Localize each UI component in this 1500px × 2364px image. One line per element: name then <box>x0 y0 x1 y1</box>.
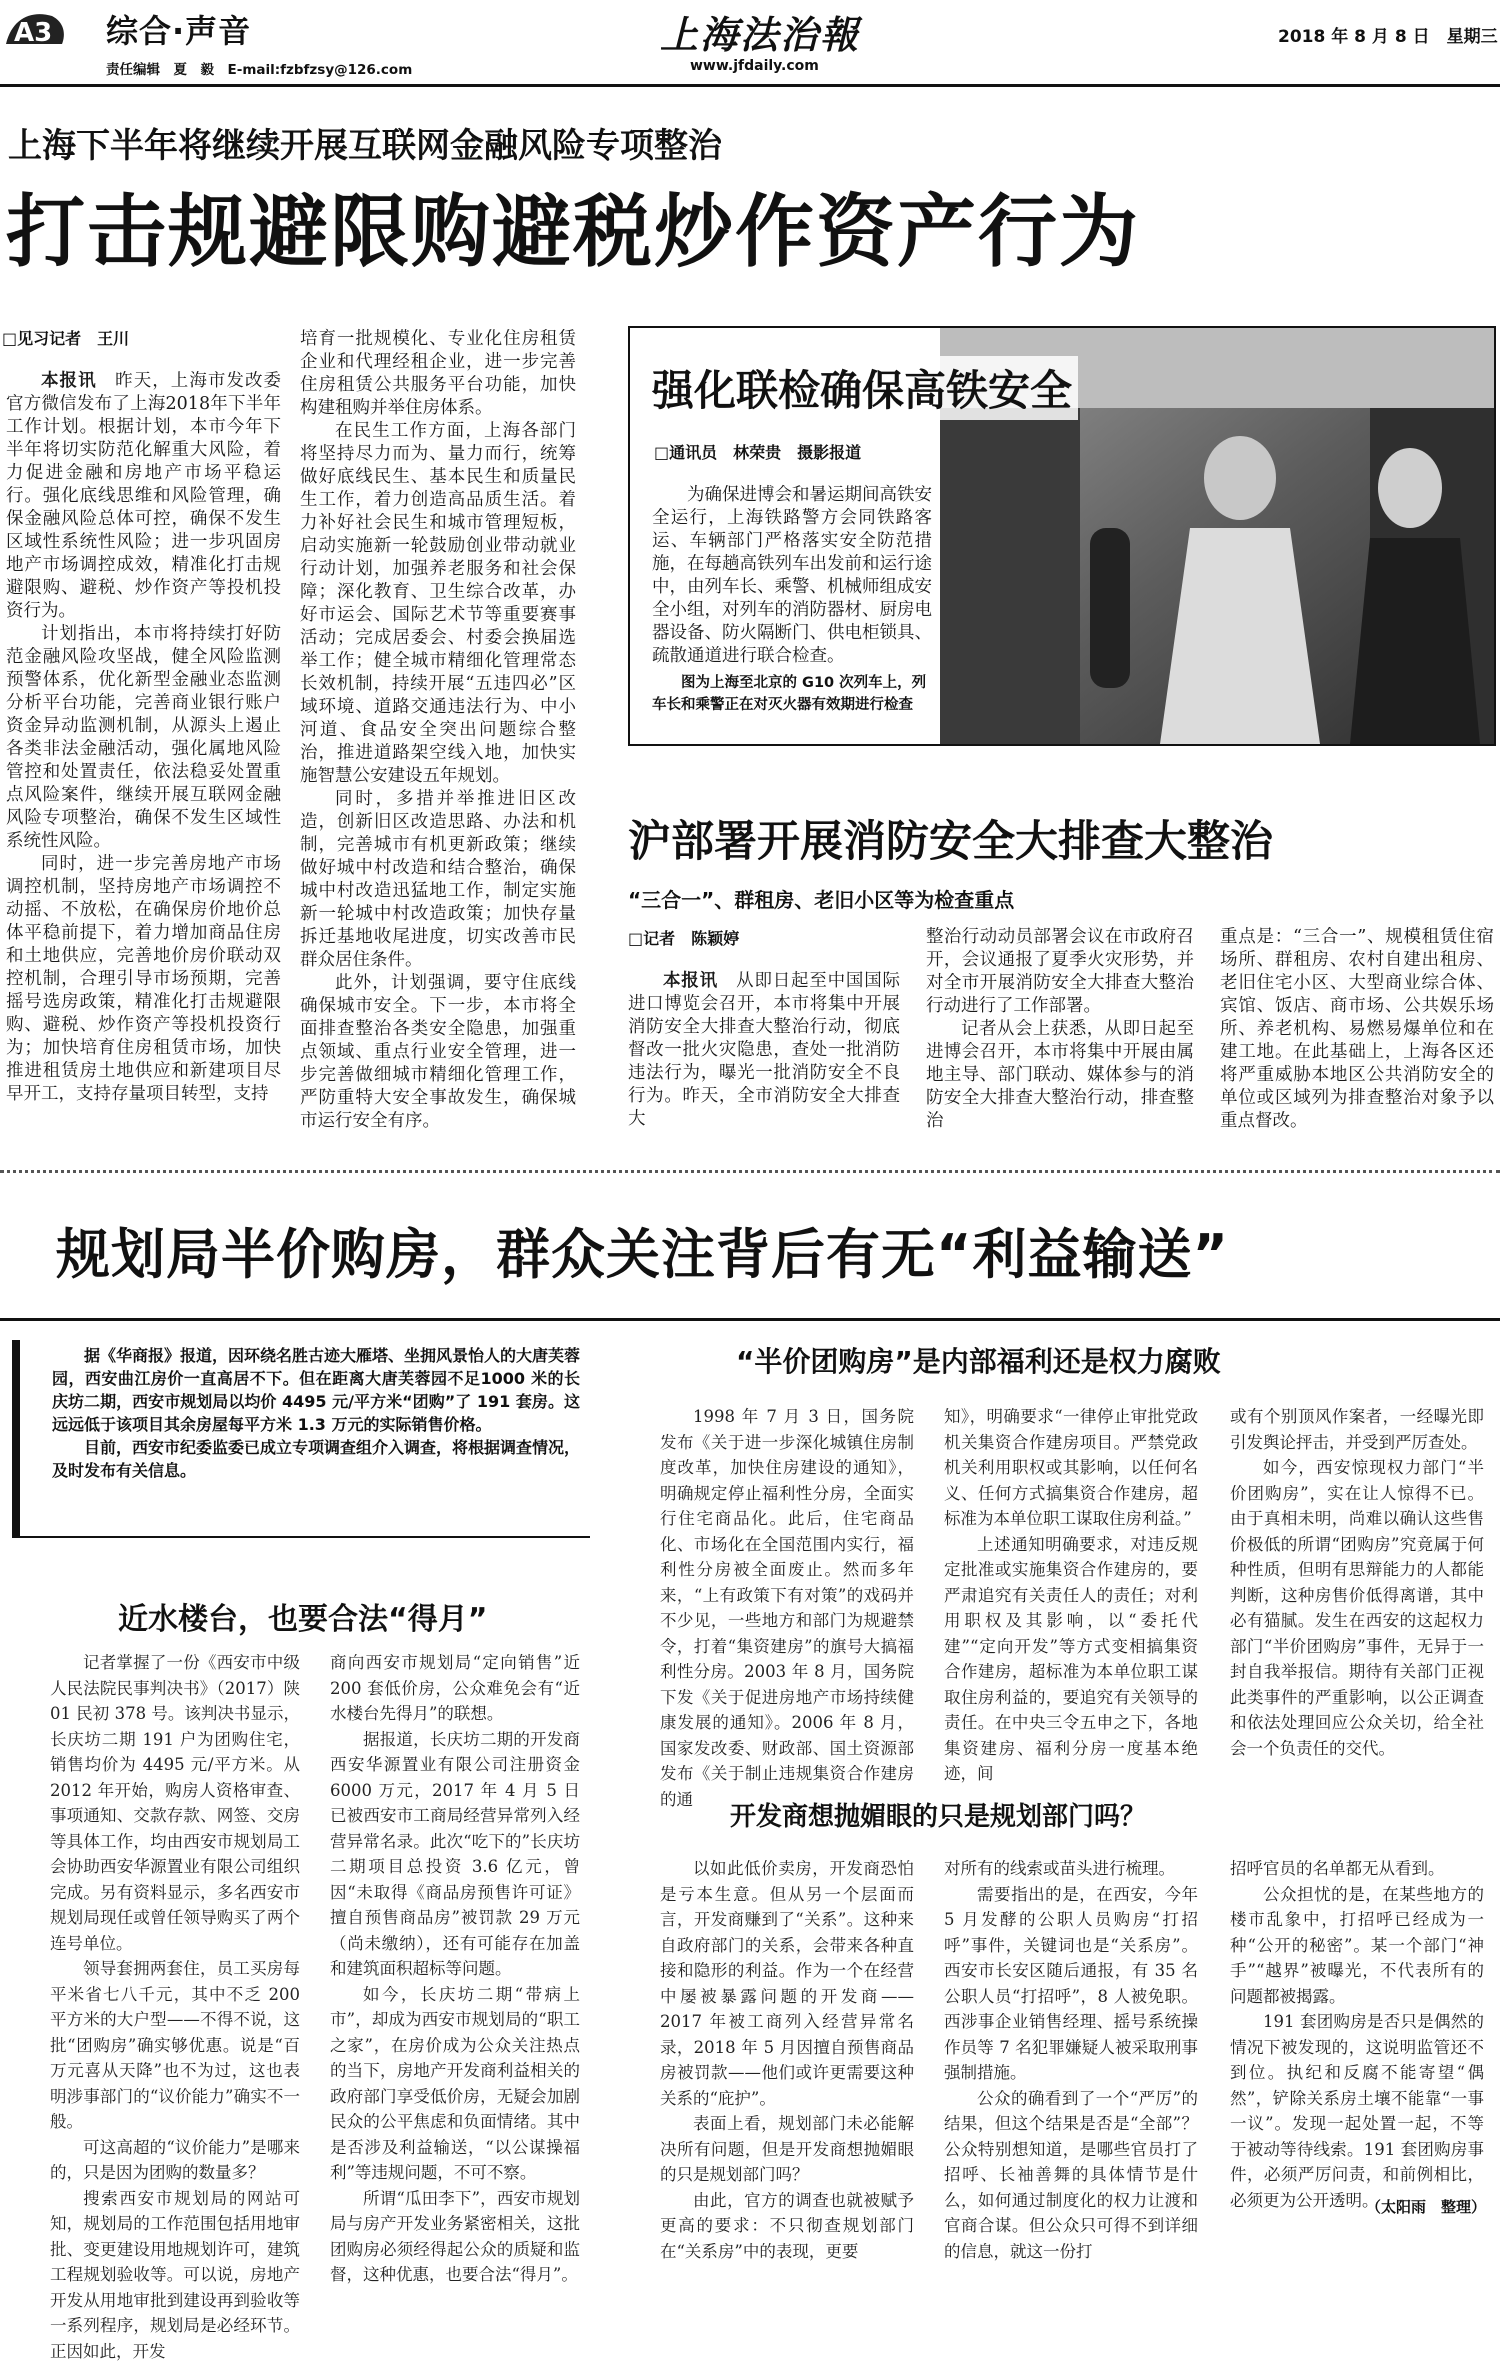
sub2-col-b <box>944 1404 1198 1787</box>
story3-col3-text: 重点是：“三合一”、规模租赁住宿场所、群租房、农村自建出租房、老旧住宅小区、大型商业综合体、宾馆、饭店、商市场、公共娱乐场所、养老机构、易燃易爆单位和在建工地。在此基础上，上海各区还将严重威胁本地区公共消防安全的单位或区域列为排查整治对象予以重点督改。 <box>1220 926 1494 1133</box>
sub3-col-a <box>660 1856 914 2264</box>
story1-col2 <box>300 328 576 1133</box>
story2-headline: 强化联检确保高铁安全 <box>646 356 1078 420</box>
story1-lead: 本报讯 <box>41 371 97 391</box>
story2-caption: 图为上海至北京的 G10 次列车上，列车长和乘警正在对灭火器有效期进行检查 <box>652 672 934 716</box>
sub3-headline: 开发商想抛媚眼的只是规划部门吗？ <box>730 1796 1146 1833</box>
story1-kicker: 上海下半年将继续开展互联网金融风险专项整治 <box>8 118 722 167</box>
story1-col2-p3: 同时，多措并举推进旧区改造，创新旧区改造思路、办法和机制，完善城市有机更新政策；继续做好城中村改造和结合整治，确保城中村改造迅猛地工作，制定实施新一轮城中村改造政策；加快存量拆迁基地收尾进度，切实改善市民群众居住条件。 <box>300 788 576 972</box>
story4-rule <box>0 1318 1500 1321</box>
sub1-headline: 近水楼台，也要合法“得月” <box>118 1594 487 1638</box>
story2-body <box>652 484 932 668</box>
sub1-colB-p4: 所谓“瓜田李下”，西安市规划局与房产开发业务紧密相关，这批团购房必须经得起公众的质疑和监督，这种优惠，也要合法“得月”。 <box>330 2186 580 2288</box>
sub1-colB-p1: 商向西安市规划局“定向销售”近 200 套低价房，公众难免会有“近水楼台先得月”的联想。 <box>330 1650 580 1727</box>
editor-line: 责任编辑 夏 毅 E-mail:fzbfzsy@126.com <box>106 58 412 78</box>
story4-headline: 规划局半价购房，群众关注背后有无“利益输送” <box>56 1212 1229 1289</box>
story1-col1-p1: 昨天，上海市发改委官方微信发布了上海2018年下半年工作计划。根据计划，本市今年下半年将切实防范化解重大风险，着力促进金融和房地产市场平稳运行。强化底线思维和风险管理，确保金融风险总体可控，确保不发生区域性系统性风险；进一步巩固房地产市场调控成效，精准化打击规避限购、避税、炒作资产等投机投资行为。 <box>6 371 281 621</box>
website: www.jfdaily.com <box>690 58 819 74</box>
story3-col3 <box>1220 926 1494 1133</box>
story1-byline: □见习记者 王川 <box>2 326 129 349</box>
sub2-col-a <box>660 1404 914 1812</box>
story3-col2 <box>926 926 1194 1133</box>
story1-col1-p2: 计划指出，本市将持续打好防范金融风险攻坚战，健全风险监测预警体系，优化新型金融业态监测分析平台功能，完善商业银行账户资金异动监测机制，从源头上遏止各类非法金融活动，强化属地风险管控和处置责任，依法稳妥处置重点风险案件，继续开展互联网金融风险专项整治，确保不发生区域性系统性风险。 <box>6 623 281 853</box>
section-divider <box>0 1170 1500 1173</box>
story3-col2-p1: 整治行动动员部署会议在市政府召开，会议通报了夏季火灾形势，并对全市开展消防安全大排查大整治行动进行了工作部署。 <box>926 926 1194 1018</box>
credit: （太阳雨 整理） <box>1366 2196 1486 2217</box>
sub1-col-b <box>330 1650 580 2288</box>
sub3-col-b <box>944 1856 1198 2264</box>
story3-col1 <box>628 970 900 1131</box>
intro-box <box>12 1340 590 1538</box>
story3-col2-p2: 记者从会上获悉，从即日起至进博会召开，本市将集中开展由属地主导、部门联动、媒体参与的消防安全大排查大整治行动，排查整治 <box>926 1018 1194 1133</box>
story1-col2-p1: 培育一批规模化、专业化住房租赁企业和代理经租企业，进一步完善住房租赁公共服务平台功能，加快构建租购并举住房体系。 <box>300 328 576 420</box>
sub2-col-c <box>1230 1404 1484 1761</box>
story3-col1-text: 从即日起至中国国际进口博览会召开，本市将集中开展消防安全大排查大整治行动，彻底督改一批火灾隐患，查处一批消防违法行为，曝光一批消防安全不良行为。昨天，全市消防安全大排查大 <box>628 971 900 1129</box>
sub3-colC-p3: 191 套团购房是否只是偶然的情况下被发现的，这说明监管还不到位。执纪和反腐不能寄望“偶然”，铲除关系房土壤不能靠“一事一议”。发现一起处置一起，不等于被动等待线索。191 套团购房事件，必须严厉问责，和前例相比，必须更为公开透明。 <box>1230 2009 1484 2213</box>
page-number: A3 <box>14 18 52 48</box>
sub3-colC-p2: 公众担忧的是，在某些地方的楼市乱象中，打招呼已经成为一种“公开的秘密”。某一个部门“神手”“越界”被曝光，不代表所有的问题都被揭露。 <box>1230 1882 1484 2010</box>
story3-headline: 沪部署开展消防安全大排查大整治 <box>628 808 1273 869</box>
sub2-colC-p1: 或有个别顶风作案者，一经曝光即引发舆论抨击，并受到严厉查处。 <box>1230 1404 1484 1455</box>
story2-body-text: 为确保进博会和暑运期间高铁安全运行，上海铁路警方会同铁路客运、车辆部门严格落实安全防范措施，在每趟高铁列车出发前和运行途中，由列车长、乘警、机械师组成安全小组，对列车的消防器材、厨房电器设备、防火隔断门、供电柜锁具、疏散通道进行联合检查。 <box>652 484 932 668</box>
story3-subhead: “三合一”、群租房、老旧小区等为检查重点 <box>628 884 1014 913</box>
story3-byline: □记者 陈颖婷 <box>628 926 739 949</box>
story3-lead: 本报讯 <box>663 971 718 991</box>
story1-col1-p3: 同时，进一步完善房地产市场调控机制，坚持房地产市场调控不动摇、不放松，在确保房价地价总体平稳前提下，着力增加商品住房和土地供应，完善地价房价联动双控机制，合理引导市场预期，完善摇号选房政策，精准化打击规避限购、避税、炒作资产等投机投资行为；加快培育住房租赁市场，加快推进租赁房土地供应和新建项目尽早开工，支持存量项目转型，支持 <box>6 853 281 1106</box>
sub3-colC-p1: 招呼官员的名单都无从看到。 <box>1230 1856 1484 1882</box>
issue-date: 2018 年 8 月 8 日 星期三 <box>1278 22 1498 47</box>
sub1-colB-p2: 据报道，长庆坊二期的开发商西安华源置业有限公司注册资金 6000 万元，2017 年 4 月 5 日已被西安市工商局经营异常列入经营异常名录。此次“吃下的”长庆坊二期项目总投资 3.6 亿元，曾因“未取得《商品房预售许可证》擅自预售商品房”被罚款 29 万元（尚未缴纳），还有可能存在加盖和建筑面积超标等问题。 <box>330 1727 580 1982</box>
sub1-colA-p4: 搜索西安市规划局的网站可知，规划局的工作范围包括用地审批、变更建设用地规划许可，建筑工程规划验收等。可以说，房地产开发从用地审批到建设再到验收等一系列程序，规划局是必经环节。正因如此，开发 <box>50 2186 300 2364</box>
sub3-colA-p3: 由此，官方的调查也就被赋予更高的要求：不只彻查规划部门在“关系房”中的表现，更要 <box>660 2188 914 2265</box>
story1-col2-p2: 在民生工作方面，上海各部门将坚持尽力而为、量力而行，统筹做好底线民生、基本民生和质量民生工作，着力创造高品质生活。着力补好社会民生和城市管理短板，启动实施新一轮鼓励创业带动就业行动计划，加强养老服务和社会保障；深化教育、卫生综合改革，办好市运会、国际艺术节等重要赛事活动；完成居委会、村委会换届选举工作；健全城市精细化管理常态长效机制，持续开展“五违四必”区域环境、道路交通违法行为、中小河道、食品安全突出问题综合整治，推进道路架空线入地，加快实施智慧公安建设五年规划。 <box>300 420 576 788</box>
sub3-colA-p1: 以如此低价卖房，开发商恐怕是亏本生意。但从另一个层面而言，开发商赚到了“关系”。这种来自政府部门的关系，会带来各种直接和隐形的利益。作为一个在经营中屡被暴露问题的开发商——2017 年被工商列入经营异常名录，2018 年 5 月因擅自预售商品房被罚款——他们或许更需要这种关系的“庇护”。 <box>660 1856 914 2111</box>
sub2-headline: “半价团购房”是内部福利还是权力腐败 <box>736 1340 1221 1380</box>
sub2-colA-p1: 1998 年 7 月 3 日，国务院发布《关于进一步深化城镇住房制度改革，加快住房建设的通知》，明确规定停止福利性分房，全面实行住宅商品化。此后，住宅商品化、市场化在全国范围内实行，福利性分房被全面废止。然而多年来，“上有政策下有对策”的戏码并不少见，一些地方和部门为规避禁令，打着“集资建房”的旗号大搞福利性分房。2003 年 8 月，国务院下发《关于促进房地产市场持续健康发展的通知》。2006 年 8 月，国家发改委、财政部、国土资源部发布《关于制止违规集资合作建房的通 <box>660 1404 914 1812</box>
section-title: 综合·声音 <box>106 6 251 52</box>
sub3-colB-p2: 需要指出的是，在西安，今年 5 月发酵的公职人员购房“打招呼”事件，关键词也是“关系房”。西安市长安区随后通报，有 35 名公职人员“打招呼”，8 人被免职。西涉事企业销售经理、摇号系统操作员等 7 名犯罪嫌疑人被采取刑事强制措施。 <box>944 1882 1198 2086</box>
sub3-colA-p2: 表面上看，规划部门未必能解决所有问题，但是开发商想抛媚眼的只是规划部门吗？ <box>660 2111 914 2188</box>
sub2-colB-p1: 知》，明确要求“一律停止审批党政机关集资合作建房项目。严禁党政机关利用职权或其影响，以任何名义、任何方式搞集资合作建房，超标准为本单位职工谋取住房利益。” <box>944 1404 1198 1532</box>
story1-headline: 打击规避限购避税炒作资产行为 <box>6 182 1140 282</box>
page-badge <box>2 4 68 62</box>
story1-col1 <box>6 370 281 1106</box>
sub1-colA-p3: 可这高超的“议价能力”是哪来的，只是因为团购的数量多？ <box>50 2135 300 2186</box>
sub1-colA-p2: 领导套拥两套住，员工买房每平米省七八千元，其中不乏 200 平方米的大户型——不得不说，这批“团购房”确实够优惠。说是“百万元喜从天降”也不为过，这也表明涉事部门的“议价能力”确实不一般。 <box>50 1956 300 2135</box>
intro-p2: 目前，西安市纪委监委已成立专项调查组介入调查，将根据调查情况，及时发布有关信息。 <box>52 1436 580 1482</box>
sub2-colC-p2: 如今，西安惊现权力部门“半价团购房”，实在让人惊得不已。由于真相未明，尚难以确认这些售价极低的所谓“团购房”究竟属于何种性质，但明有思辩能力的人都能判断，这种房售价低得离谱，其中必有猫腻。发生在西安的这起权力部门“半价团购房”事件，无异于一封自我举报信。期待有关部门正视此类事件的严重影响，以公正调查和依法处理回应公众关切，给全社会一个负责任的交代。 <box>1230 1455 1484 1761</box>
sub3-col-c <box>1230 1856 1484 2213</box>
header-rule <box>0 84 1500 87</box>
story2-byline: □通讯员 林荣贵 摄影报道 <box>654 440 861 463</box>
sub3-colB-p1: 对所有的线索或苗头进行梳理。 <box>944 1856 1198 1882</box>
sub2-colB-p2: 上述通知明确要求，对违反规定批准或实施集资合作建房的，要严肃追究有关责任人的责任；对利用职权及其影响，以“委托代建”“定向开发”等方式变相搞集资合作建房，超标准为本单位职工谋取住房利益的，要追究有关领导的责任。在中央三令五申之下，各地集资建房、福利分房一度基本绝迹，间 <box>944 1532 1198 1787</box>
story1-col2-p4: 此外，计划强调，要守住底线确保城市安全。下一步，本市将全面排查整治各类安全隐患，加强重点领域、重点行业安全管理，进一步完善做细城市精细化管理工作，严防重特大安全事故发生，确保城市运行安全有序。 <box>300 972 576 1133</box>
masthead-logo: 上海法治報 <box>660 4 860 59</box>
intro-p1: 据《华商报》报道，因环绕名胜古迹大雁塔、坐拥风景怡人的大唐芙蓉园，西安曲江房价一直高居不下。但在距离大唐芙蓉园不足1000 米的长庆坊二期，西安市规划局以均价 4495 元/平方米“团购”了 191 套房。这远远低于该项目其余房屋每平方米 1.3 万元的实际销售价格。 <box>52 1344 580 1436</box>
sub1-colA-p1: 记者掌握了一份《西安市中级人民法院民事判决书》（2017）陕 01 民初 378 号。该判决书显示，长庆坊二期 191 户为团购住宅，销售均价为 4495 元/平方米。从 2012 年开始，购房人资格审查、事项通知、交款存款、网签、交房等具体工作，均由西安市规划局工会协助西安华源置业有限公司组织完成。另有资料显示，多名西安市规划局现任或曾任领导购买了两个连号单位。 <box>50 1650 300 1956</box>
sub3-colB-p3: 公众的确看到了一个“严厉”的结果，但这个结果是否是“全部”？公众特别想知道，是哪些官员打了招呼、长袖善舞的具体情节是什么，如何通过制度化的权力让渡和官商合谋。但公众只可得不到详细的信息，就这一份打 <box>944 2086 1198 2265</box>
sub1-col-a <box>50 1650 300 2364</box>
sub1-colB-p3: 如今，长庆坊二期“带病上市”，却成为西安市规划局的“职工之家”，在房价成为公众关注热点的当下，房地产开发商利益相关的政府部门享受低价房，无疑会加剧民众的公平焦虑和负面情绪。其中是否涉及利益输送，“以公谋操福利”等违规问题，不可不察。 <box>330 1982 580 2186</box>
